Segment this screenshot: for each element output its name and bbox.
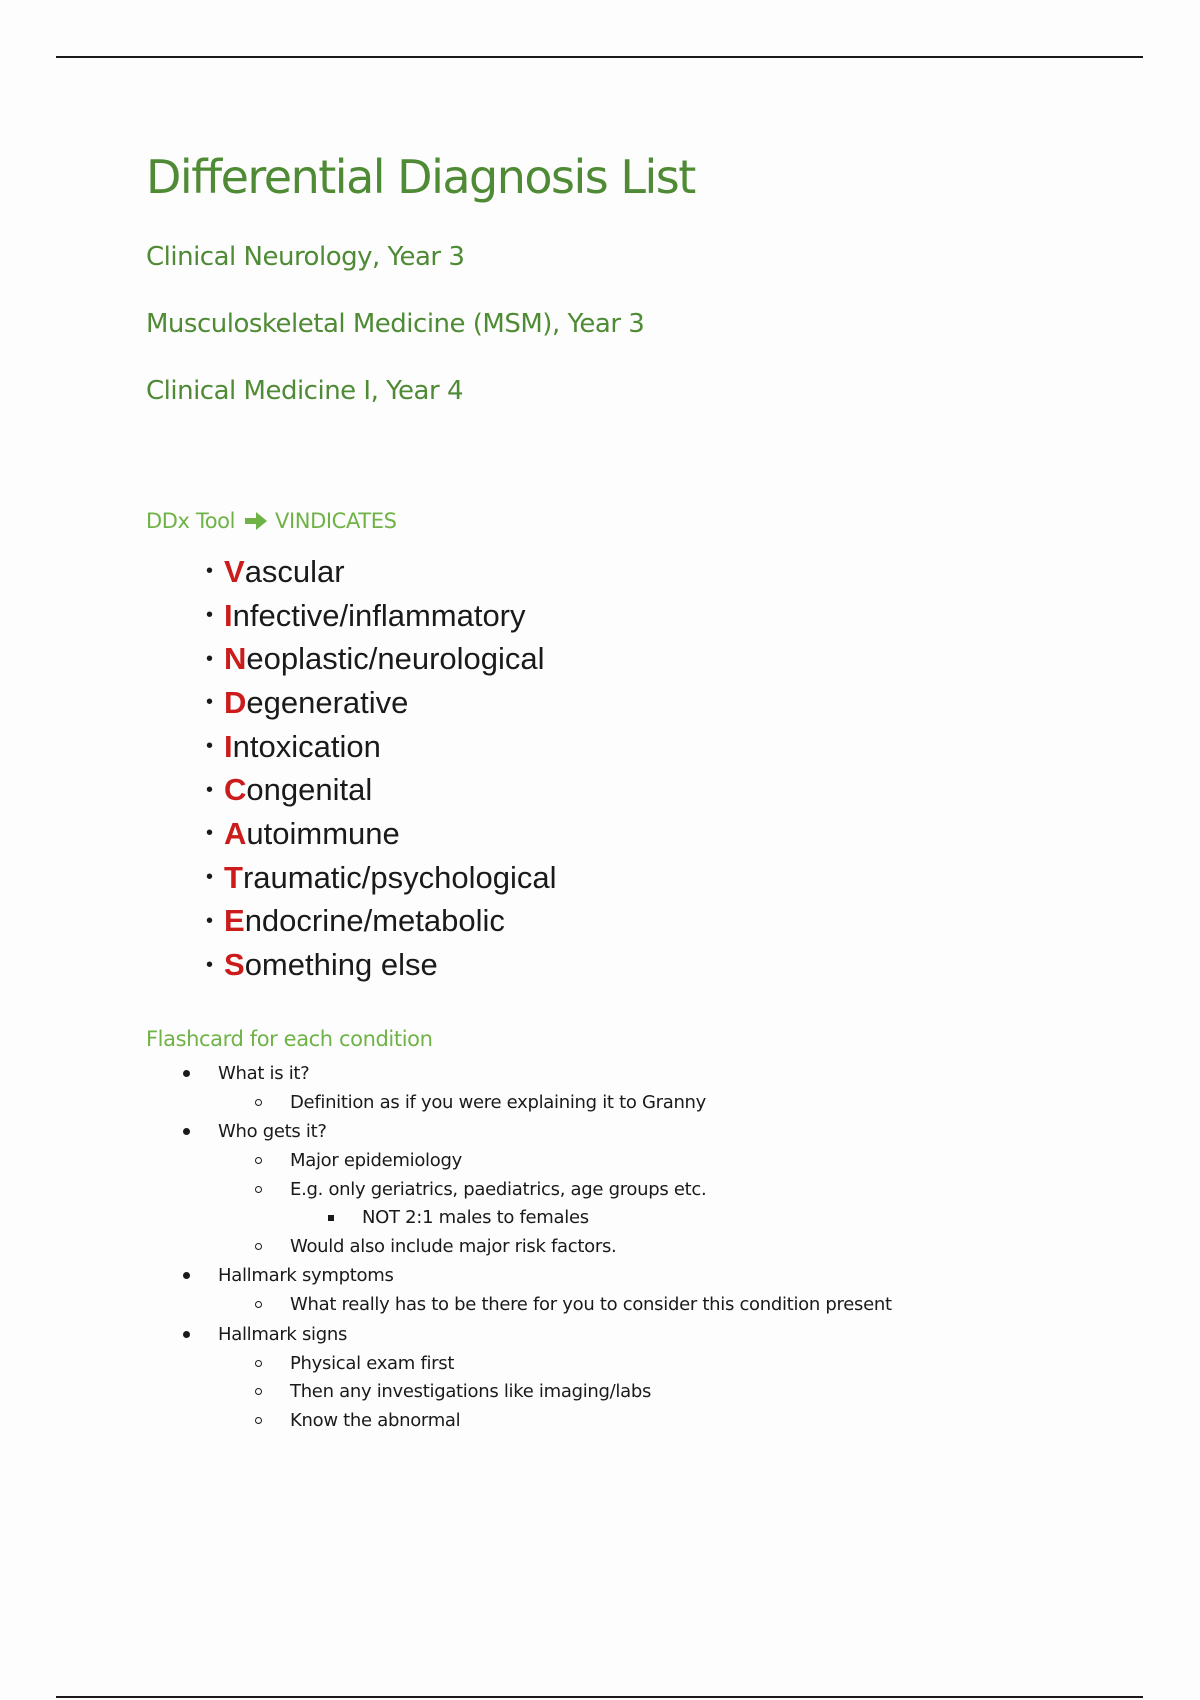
list-item — [206, 768, 557, 812]
list-item — [180, 1261, 1080, 1291]
bullet-icon: • — [206, 691, 214, 714]
outline-text: Then any investigations like imaging/labs — [290, 1381, 652, 1403]
bullet-icon — [183, 1128, 190, 1135]
circle-bullet-icon — [255, 1301, 262, 1308]
ddx-tool-label: DDx Tool — [146, 509, 236, 533]
right-arrow-icon — [243, 510, 269, 532]
mnemonic-word: omething else — [244, 947, 438, 983]
mnemonic-letter: I — [224, 597, 233, 633]
list-item — [206, 900, 557, 944]
mnemonic-letter: T — [224, 859, 243, 895]
outline-text: What really has to be there for you to consider this condition present — [290, 1294, 892, 1316]
list-item — [180, 1117, 1080, 1147]
bullet-icon: • — [206, 604, 214, 627]
list-item — [206, 725, 557, 769]
circle-bullet-icon — [255, 1417, 262, 1424]
mnemonic-letter: A — [224, 815, 247, 851]
mnemonic-word: eoplastic/neurological — [246, 641, 545, 677]
flashcard-heading: Flashcard for each condition — [146, 1027, 433, 1051]
outline-text: Would also include major risk factors. — [290, 1235, 617, 1257]
list-item — [206, 681, 557, 725]
list-item — [206, 594, 557, 638]
course-clinical-medicine: Clinical Medicine I, Year 4 — [146, 376, 463, 406]
circle-bullet-icon — [255, 1243, 262, 1250]
course-clinical-neurology: Clinical Neurology, Year 3 — [146, 242, 465, 272]
bullet-icon: • — [206, 647, 214, 670]
list-item — [180, 1349, 1080, 1378]
mnemonic-letter: C — [224, 772, 247, 808]
square-bullet-icon — [328, 1215, 334, 1221]
circle-bullet-icon — [255, 1388, 262, 1395]
mnemonic-letter: V — [224, 553, 245, 589]
list-item — [180, 1088, 1080, 1117]
bullet-icon — [183, 1272, 190, 1279]
mnemonic-letter: N — [224, 641, 247, 677]
ddx-tool-heading — [146, 509, 397, 533]
mnemonic-word: utoimmune — [246, 815, 400, 851]
bullet-icon: • — [206, 953, 214, 976]
list-item — [180, 1406, 1080, 1435]
circle-bullet-icon — [255, 1099, 262, 1106]
circle-bullet-icon — [255, 1360, 262, 1367]
outline-text: Hallmark signs — [218, 1323, 348, 1345]
bullet-icon: • — [206, 560, 214, 583]
bullet-icon: • — [206, 866, 214, 889]
outline-text: What is it? — [218, 1062, 310, 1084]
mnemonic-word: ascular — [244, 553, 345, 589]
mnemonic-letter: I — [224, 728, 233, 764]
outline-text: Who gets it? — [218, 1121, 327, 1142]
list-item — [206, 550, 557, 594]
list-item — [206, 943, 557, 987]
page-title: Differential Diagnosis List — [146, 150, 695, 204]
list-item — [180, 1378, 1080, 1407]
mnemonic-word: nfective/inflammatory — [232, 597, 526, 633]
list-item — [180, 1147, 1080, 1176]
outline-text: NOT 2:1 males to females — [362, 1207, 589, 1229]
vindicates-label: VINDICATES — [275, 509, 397, 533]
mnemonic-letter: E — [224, 903, 245, 939]
list-item — [206, 637, 557, 681]
bullet-icon: • — [206, 822, 214, 845]
list-item — [206, 856, 557, 900]
outline-text: E.g. only geriatrics, paediatrics, age groups etc. — [290, 1178, 707, 1200]
footer-rule — [56, 1696, 1143, 1698]
mnemonic-letter: D — [224, 684, 247, 720]
list-item — [180, 1291, 1080, 1320]
circle-bullet-icon — [255, 1157, 262, 1164]
list-item — [180, 1232, 1080, 1261]
outline-text: Know the abnormal — [290, 1409, 461, 1431]
bullet-icon: • — [206, 909, 214, 932]
mnemonic-word: ongenital — [246, 772, 373, 808]
course-msm: Musculoskeletal Medicine (MSM), Year 3 — [146, 309, 645, 339]
list-item — [180, 1175, 1080, 1204]
list-item — [180, 1319, 1080, 1349]
bullet-icon: • — [206, 778, 214, 801]
flashcard-outline — [180, 1058, 1080, 1435]
circle-bullet-icon — [255, 1186, 262, 1193]
mnemonic-word: ntoxication — [232, 728, 381, 764]
bullet-icon — [183, 1070, 190, 1077]
list-item — [206, 812, 557, 856]
header-rule — [56, 56, 1143, 58]
outline-text: Hallmark symptoms — [218, 1265, 394, 1286]
list-item — [180, 1204, 1080, 1233]
mnemonic-word: ndocrine/metabolic — [244, 903, 505, 939]
list-item — [180, 1058, 1080, 1088]
outline-text: Definition as if you were explaining it to Granny — [290, 1091, 707, 1113]
outline-text: Major epidemiology — [290, 1150, 462, 1172]
outline-text: Physical exam first — [290, 1352, 455, 1374]
mnemonic-letter: S — [224, 947, 245, 983]
mnemonic-word: egenerative — [246, 684, 409, 720]
vindicates-list — [206, 550, 557, 987]
bullet-icon: • — [206, 735, 214, 758]
bullet-icon — [183, 1331, 190, 1338]
mnemonic-word: raumatic/psychological — [242, 859, 557, 895]
